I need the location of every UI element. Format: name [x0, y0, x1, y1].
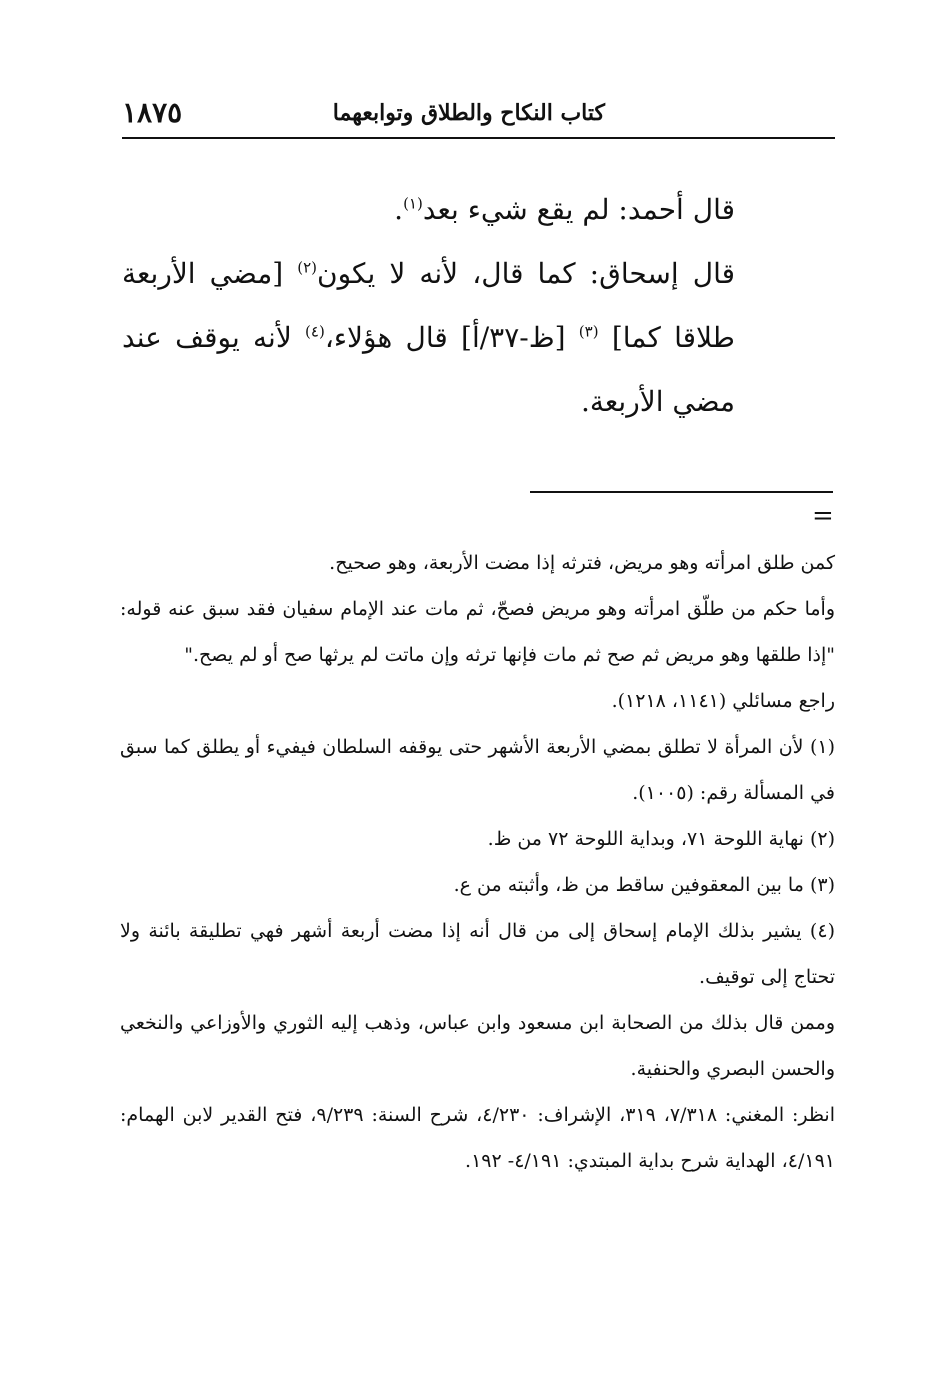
footnote-line: وممن قال بذلك من الصحابة ابن مسعود وابن عباس، وذهب إليه الثوري والأوزاعي والنخعي والحسن البصري والحنفية. [120, 1012, 835, 1080]
footnotes [120, 540, 835, 1184]
footnote-line: راجع مسائلي (١١٤١، ١٢١٨). [611, 690, 835, 712]
paragraph-text: قال إسحاق: كما قال، لأنه لا يكون [317, 257, 735, 290]
paragraph-text: [ظ-٣٧/أ] قال هؤلاء، [324, 321, 579, 354]
footnote-line: كمن طلق امرأته وهو مريض، فترثه إذا مضت الأربعة، وهو صحيح. [329, 552, 835, 574]
paragraph-text: قال أحمد: لم يقع شيء بعد [422, 193, 735, 226]
footnote-3: (٣) ما بين المعقوفين ساقط من ظ، وأثبته من ع. [453, 874, 835, 896]
footnote-line: وأما حكم من طلّق امرأته وهو مريض فصحّ، ثم مات عند الإمام سفيان فقد سبق عنه قوله: "إذا طلقها وهو مريض ثم صح ثم مات فإنها ترثه وإن ماتت لم يرثها صح أو لم يصح." [120, 598, 835, 666]
footnote-2: (٢) نهاية اللوحة ٧١، وبداية اللوحة ٧٢ من ظ. [487, 828, 835, 850]
running-header [122, 96, 835, 134]
footnote-ref-3[interactable]: (٣) [578, 322, 599, 341]
main-paragraph-2 [122, 242, 735, 434]
main-text [122, 178, 735, 434]
page-number: ١٨٧٥ [122, 96, 183, 129]
header-rule [122, 137, 835, 139]
footnote-ref-2[interactable]: (٢) [297, 258, 318, 277]
footnote-continuation-mark: = [812, 501, 834, 531]
footnote-ref-4[interactable]: (٤) [305, 322, 325, 341]
paragraph-text: لأنه يوقف عند مضي الأربعة. [122, 321, 735, 418]
main-paragraph-1 [122, 178, 735, 242]
footnote-1: (١) لأن المرأة لا تطلق بمضي الأربعة الأشهر حتى يوقفه السلطان فيفيء أو يطلق كما سبق في المسألة رقم: (١٠٠٥). [120, 736, 835, 804]
footnote-ref-1[interactable]: (١) [403, 194, 423, 213]
header-title: كتاب النكاح والطلاق وتوابعهما [332, 100, 605, 126]
footnote-4: (٤) يشير بذلك الإمام إسحاق إلى من قال أنه إذا مضت أربعة أشهر فهي تطليقة بائنة ولا تحتاج إلى توقيف. [120, 920, 835, 988]
footnote-line: انظر: المغني: ٧/٣١٨، ٣١٩، الإشراف: ٤/٢٣٠، شرح السنة: ٩/٢٣٩، فتح القدير لابن الهمام: ٤/١٩١، الهداية شرح بداية المبتدي: ٤/١٩١- ١٩٢. [120, 1104, 835, 1172]
paragraph-text: [مضي الأربعة طلاقا كما] [122, 257, 735, 354]
paragraph-text: . [394, 193, 404, 226]
footnote-separator [530, 491, 833, 493]
